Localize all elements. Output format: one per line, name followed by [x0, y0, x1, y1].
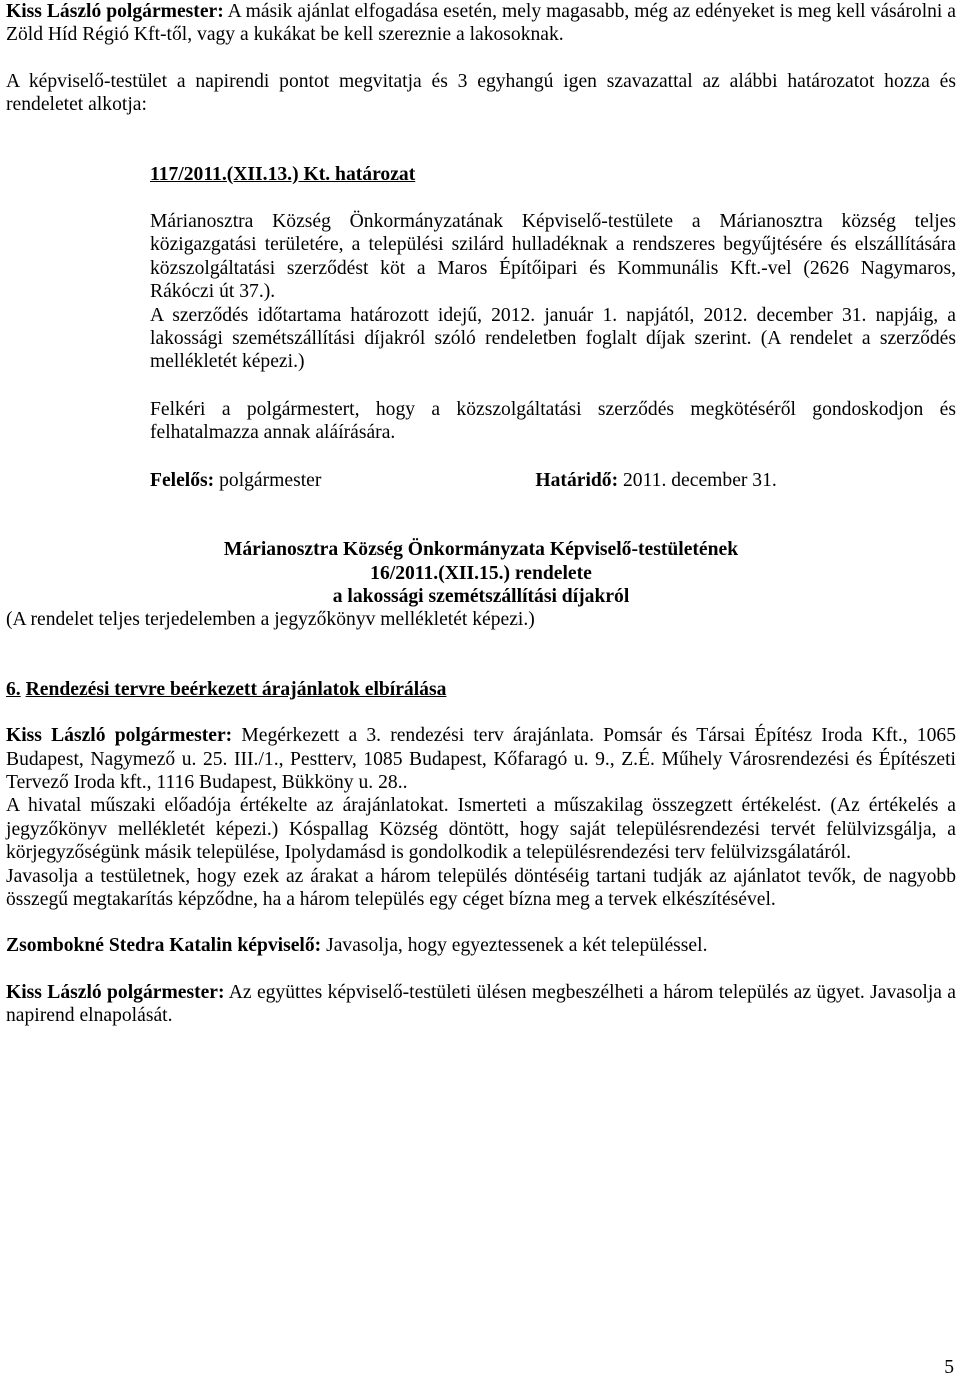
paragraph-mayor-2 [6, 724, 956, 794]
section-heading [6, 678, 956, 701]
resolution-paragraph-1: Márianosztra Község Önkormányzatának Képviselő-testülete a Márianosztra község teljes közigazgatási területére, a települési szilárd hulladéknak a rendszeres begyűjtésére és elszállítására közszolgáltatási szerződést köt a Maros Építőipari és Kommunális Kft.-vel (2626 Nagymaros, Rákóczi út 37.). [150, 211, 956, 303]
speaker-name: Zsombokné Stedra Katalin képviselő: [6, 935, 322, 957]
deadline-label: Határidő: [535, 469, 619, 491]
responsible-value: polgármester [214, 469, 322, 491]
deadline-value: 2011. december 31. [618, 469, 777, 491]
speaker-name: Kiss László polgármester: [6, 725, 233, 747]
responsible-deadline-line [150, 469, 956, 492]
document-page [6, 0, 956, 1028]
paragraph-proposal: Javasolja a testületnek, hogy ezek az árakat a három település döntéséig tartani tudják az ajánlatot tevők, de nagyobb összegű megtakarítás képződne, ha a három település egy céget bízna meg a tervek elkészítésével. [6, 865, 956, 910]
speech-text: Az együttes képviselő-testületi ülésen megbeszélheti a három település az ügyet. Javasolja a napirend elnapolását. [6, 981, 956, 1027]
speech-text: Javasolja, hogy egyeztessenek a két településsel. [321, 935, 708, 957]
paragraph-representative [6, 934, 956, 957]
decree-heading [6, 538, 956, 608]
speech-text: A másik ajánlat elfogadása esetén, mely magasabb, még az edényeket is meg kell vásárolni a Zöld Híd Régió Kft-től, vagy a kukákat be kell szereznie a lakosoknak. [6, 1, 956, 46]
speaker-name: Kiss László polgármester: [6, 1, 224, 22]
speech-text: Megérkezett a 3. rendezési terv árajánlata. Pomsár és Társai Építész Iroda Kft., 1065 Budapest, Nagymező u. 25. III./1., Pestterv, 1085 Budapest, Kőfaragó u. 9., Z.É. Műhely Városrendezési és Építészeti Tervező Iroda kft., 1116 Budapest, Bükköny u. 28.. [6, 725, 956, 793]
responsible-label: Felelős: [150, 469, 215, 491]
decree-line-3: a lakossági szemétszállítási díjakról [332, 585, 630, 607]
page-number: 5 [944, 1357, 954, 1378]
resolution-block [6, 163, 956, 492]
decree-line-2: 16/2011.(XII.15.) rendelete [370, 562, 592, 584]
paragraph-mayor-3 [6, 981, 956, 1028]
resolution-paragraph-2: A szerződés időtartama határozott idejű, 2012. január 1. napjától, 2012. december 31. napjáig, a lakossági szemétszállítási díjakról szóló rendeletben foglalt díjak szerint. (A rendelet a szerződés mellékletét képezi.) [150, 304, 956, 373]
paragraph-vote: A képviselő-testület a napirendi pontot megvitatja és 3 egyhangú igen szavazattal az alábbi határozatot hozza és rendeletet alkotja: [6, 70, 956, 116]
paragraph-evaluation: A hivatal műszaki előadója értékelte az árajánlatokat. Ismerteti a műszakilag összegzett értékelést. (Az értékelés a jegyzőkönyv mellékletét képezi.) Kóspallag Község döntött, hogy saját településrendezési tervét felülvizsgálja, a körjegyzőségünk másik települése, Ipolydamásd is gondolkodik a településrendezési terv felülvizsgálatáról. [6, 795, 956, 864]
section-title: Rendezési tervre beérkezett árajánlatok elbírálása [25, 678, 447, 700]
speaker-name: Kiss László polgármester: [6, 981, 225, 1003]
section-number: 6. [6, 678, 21, 700]
paragraph-mayor-1 [6, 0, 956, 47]
resolution-title: 117/2011.(XII.13.) Kt. határozat [150, 163, 416, 185]
resolution-paragraph-3: Felkéri a polgármestert, hogy a közszolgáltatási szerződés megkötéséről gondoskodjon és felhatalmazza annak aláírására. [150, 398, 956, 444]
decree-note: (A rendelet teljes terjedelemben a jegyzőkönyv mellékletét képezi.) [6, 609, 535, 631]
decree-line-1: Márianosztra Község Önkormányzata Képviselő-testületének [223, 539, 739, 561]
